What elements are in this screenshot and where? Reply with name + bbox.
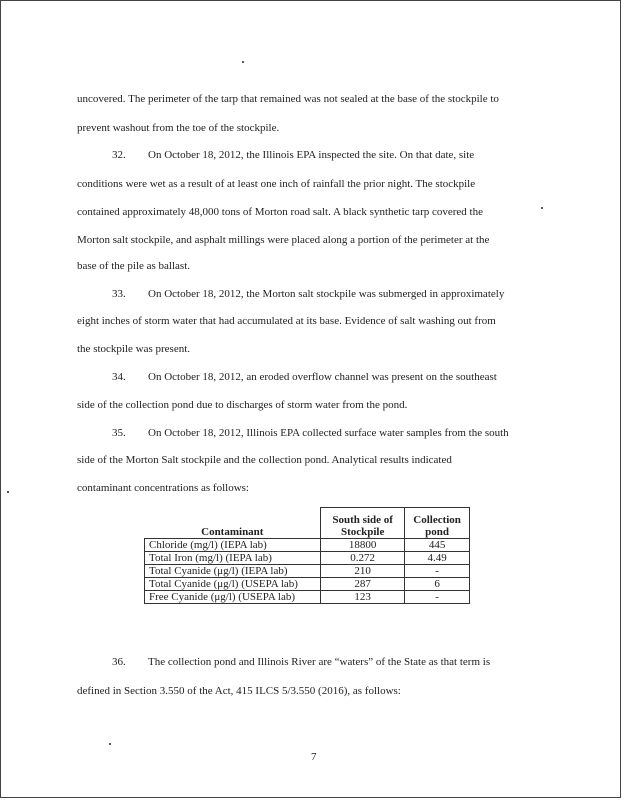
cell-south-value: 210 [321, 565, 405, 578]
cell-south-value: 0.272 [321, 552, 405, 565]
paragraph-number: 34. [112, 371, 126, 383]
cell-pond-value: 445 [405, 539, 470, 552]
text-line: side of the Morton Salt stockpile and the collection pond. Analytical results indicated [77, 454, 452, 466]
text-line: The collection pond and Illinois River are “waters” of the State as that term is [148, 656, 491, 668]
text-line: On October 18, 2012, the Morton salt stockpile was submerged in approximately [148, 288, 505, 300]
scan-speck [242, 61, 244, 63]
cell-south-value: 287 [321, 578, 405, 591]
text-line: On October 18, 2012, Illinois EPA collected surface water samples from the south [148, 427, 509, 439]
text-line: conditions were wet as a result of at least one inch of rainfall the prior night. The stockpile [77, 178, 476, 190]
text-line: Morton salt stockpile, and asphalt millings were placed along a portion of the perimeter at the [77, 234, 490, 246]
header-contaminant: Contaminant [145, 508, 321, 539]
page-number: 7 [311, 751, 317, 763]
table-row [145, 552, 470, 565]
paragraph-number: 32. [112, 149, 126, 161]
cell-south-value: 18800 [321, 539, 405, 552]
table-row [145, 565, 470, 578]
text-line: eight inches of storm water that had accumulated at its base. Evidence of salt washing out from [77, 315, 496, 327]
text-line: On October 18, 2012, the Illinois EPA inspected the site. On that date, site [148, 149, 475, 161]
paragraph-number: 33. [112, 288, 126, 300]
text-line: the stockpile was present. [77, 343, 191, 355]
text-line: uncovered. The perimeter of the tarp that remained was not sealed at the base of the stockpile to [77, 93, 499, 105]
cell-pond-value: - [405, 565, 470, 578]
table-row [145, 539, 470, 552]
text-line: prevent washout from the toe of the stockpile. [77, 122, 280, 134]
contaminant-table [144, 507, 470, 604]
text-line: contaminant concentrations as follows: [77, 482, 249, 494]
paragraph-number: 35. [112, 427, 126, 439]
table-row [145, 578, 470, 591]
text-line: On October 18, 2012, an eroded overflow channel was present on the southeast [148, 371, 497, 383]
scan-speck [109, 743, 111, 745]
cell-pond-value: - [405, 591, 470, 604]
text-line: contained approximately 48,000 tons of Morton road salt. A black synthetic tarp covered the [77, 206, 483, 218]
cell-pond-value: 4.49 [405, 552, 470, 565]
table-header-row [145, 508, 470, 539]
paragraph-number: 36. [112, 656, 126, 668]
text-line: defined in Section 3.550 of the Act, 415 ILCS 5/3.550 (2016), as follows: [77, 685, 401, 697]
cell-contaminant: Total Cyanide (μg/l) (IEPA lab) [145, 565, 321, 578]
text-line: base of the pile as ballast. [77, 260, 191, 272]
cell-contaminant: Total Iron (mg/l) (IEPA lab) [145, 552, 321, 565]
scan-speck [7, 491, 9, 493]
header-collection-pond: Collection pond [405, 508, 470, 539]
cell-contaminant: Free Cyanide (μg/l) (USEPA lab) [145, 591, 321, 604]
text-line: side of the collection pond due to discharges of storm water from the pond. [77, 399, 408, 411]
cell-south-value: 123 [321, 591, 405, 604]
table-row [145, 591, 470, 604]
header-south-side: South side of Stockpile [321, 508, 405, 539]
cell-contaminant: Total Cyanide (μg/l) (USEPA lab) [145, 578, 321, 591]
cell-contaminant: Chloride (mg/l) (IEPA lab) [145, 539, 321, 552]
cell-pond-value: 6 [405, 578, 470, 591]
scan-speck [541, 207, 543, 209]
